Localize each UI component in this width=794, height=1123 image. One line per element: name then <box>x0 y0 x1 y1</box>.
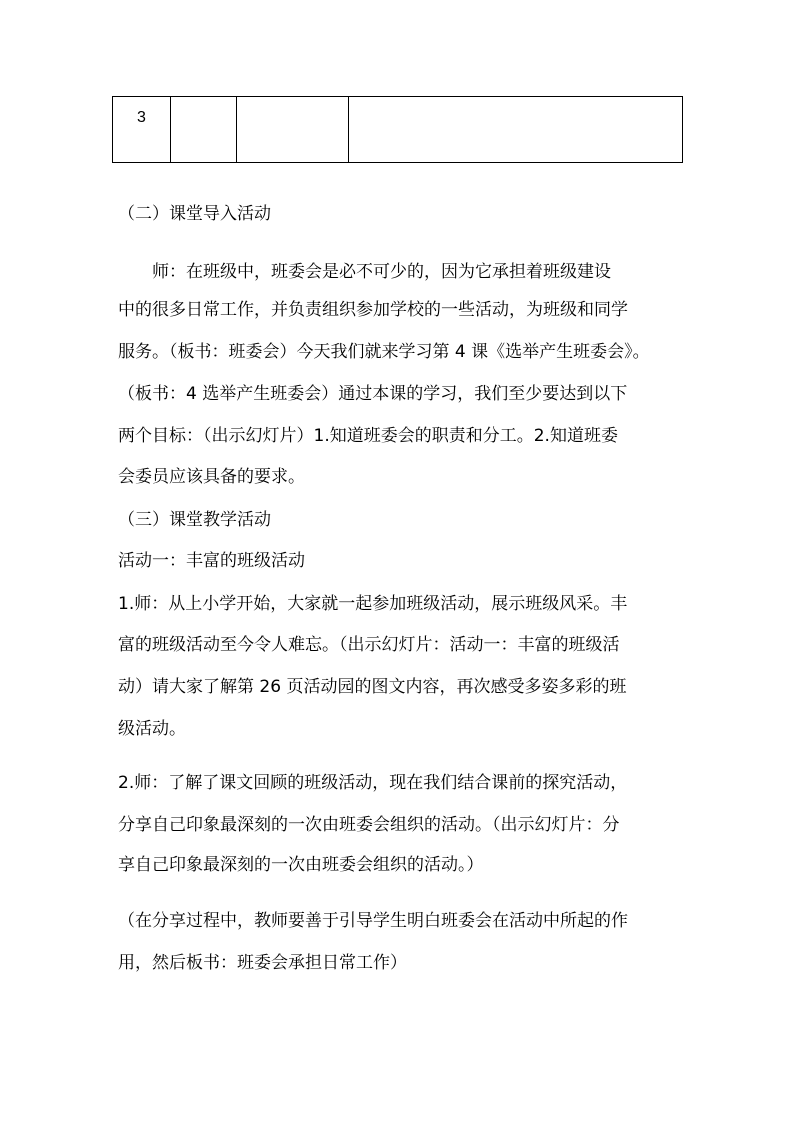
paragraph-line: 中的很多日常工作，并负责组织参加学校的一些活动，为班级和同学 <box>118 300 628 320</box>
paragraph-line: 动）请大家了解第 26 页活动园的图文内容，再次感受多姿多彩的班 <box>118 677 627 697</box>
paragraph-line: 分享自己印象最深刻的一次由班委会组织的活动。（出示幻灯片：分 <box>118 815 620 835</box>
paragraph-line: 用，然后板书：班委会承担日常工作） <box>118 953 407 973</box>
table-cell <box>237 97 349 163</box>
paragraph-line: 2.师：了解了课文回顾的班级活动，现在我们结合课前的探究活动， <box>118 773 628 793</box>
paragraph-line: 富的班级活动至今令人难忘。（出示幻灯片：活动一：丰富的班级活 <box>118 635 620 655</box>
paragraph-line: （在分享过程中，教师要善于引导学生明白班委会在活动中所起的作 <box>118 911 628 931</box>
activity-title: 活动一：丰富的班级活动 <box>118 551 305 571</box>
paragraph-line: 享自己印象最深刻的一次由班委会组织的活动。） <box>118 855 484 875</box>
paragraph-line: 两个目标：（出示幻灯片）1.知道班委会的职责和分工。2.知道班委 <box>118 426 618 446</box>
table-cell-number: 3 <box>113 97 171 163</box>
paragraph-line: 师：在班级中，班委会是必不可少的，因为它承担着班级建设 <box>118 262 611 282</box>
section-heading-intro: （二）课堂导入活动 <box>118 204 271 224</box>
table-fragment <box>112 96 683 163</box>
paragraph-line: （板书：4 选举产生班委会）通过本课的学习，我们至少要达到以下 <box>118 384 628 404</box>
table-cell <box>171 97 237 163</box>
paragraph-line: 1.师：从上小学开始，大家就一起参加班级活动，展示班级风采。丰 <box>118 594 628 614</box>
paragraph-line: 服务。（板书：班委会）今天我们就来学习第 4 课《选举产生班委会》。 <box>118 342 650 362</box>
table-row <box>113 97 683 163</box>
paragraph-line: 会委员应该具备的要求。 <box>118 467 305 487</box>
table-cell <box>349 97 683 163</box>
paragraph-line: 级活动。 <box>118 719 186 739</box>
section-heading-teaching: （三）课堂教学活动 <box>118 510 271 530</box>
